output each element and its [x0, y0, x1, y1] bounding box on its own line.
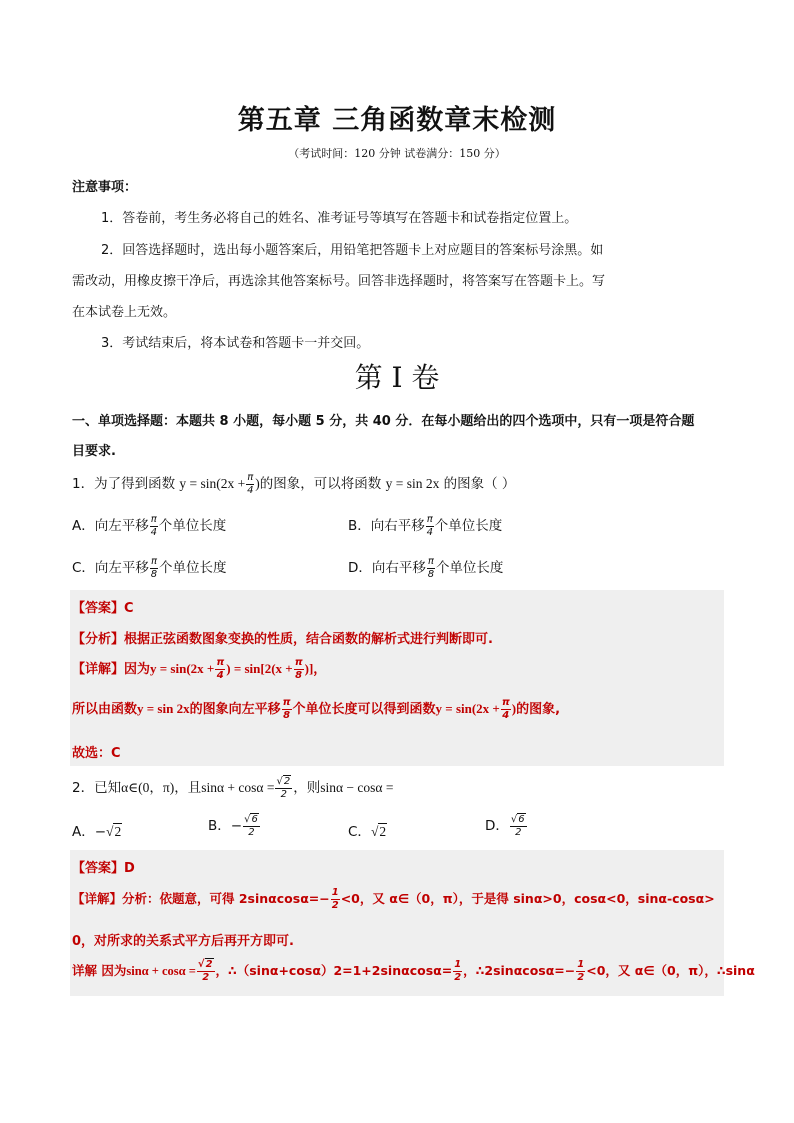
- notice-item-2-line-3: 在本试卷上无效。: [72, 305, 177, 320]
- q2-detail-line-2: 0，对所求的关系式平方后再开方即可.: [72, 934, 294, 949]
- q2-option-d[interactable]: D． $\frac{√6}{2}$: [485, 813, 525, 838]
- q1-analysis: 【分析】根据正弦函数图象变换的性质，结合函数的解析式进行判断即可.: [72, 632, 493, 647]
- notice-item-1: 1．答卷前，考生务必将自己的姓名、准考证号等填写在答题卡和试卷指定位置上。: [101, 211, 578, 226]
- q2-option-c[interactable]: C．√2: [348, 824, 387, 840]
- q1-fn2: y = sin 2x: [385, 476, 440, 491]
- q1-prefix: 1．为了得到函数: [72, 476, 176, 492]
- notice-heading: 注意事项：: [72, 180, 138, 195]
- q1-middle: 的图象，可以将函数: [259, 476, 382, 492]
- q2-option-a[interactable]: A．−√2: [72, 824, 122, 840]
- section-heading-line-2: 目要求.: [72, 444, 116, 459]
- question-2: 2．已知α∈(0，π)，且sinα + cosα = $\frac{√2}{2}$ ，则sinα − cosα =: [72, 775, 394, 800]
- question-1: 1．为了得到函数 y = sin(2x + $\frac{\pi}{4}$ )的图象，可以将函数 y = sin 2x 的图象（ ）: [72, 471, 516, 496]
- notice-item-2-line-1: 2．回答选择题时，选出每小题答案后，用铅笔把答题卡上对应题目的答案标号涂黑。如: [101, 243, 604, 258]
- q1-suffix: 的图象（ ）: [443, 476, 516, 492]
- q1-detail: 【详解】因为y = sin(2x + $\frac{\pi}{4}$ ) = sin[2(x + $\frac{\pi}{8}$ )]，: [72, 657, 327, 681]
- section-heading-line-1: 一、单项选择题：本题共 8 小题，每小题 5 分，共 40 分．在每小题给出的四个选项中，只有一项是符合题: [72, 414, 695, 429]
- q1-detail-line-2: 所以由函数y = sin 2x的图象向左平移 $\frac{\pi}{8}$ 个单位长度可以得到函数y = sin(2x + $\frac{\pi}{4}$ )的图象,: [72, 697, 561, 721]
- q1-frac-pi-4: $\frac{\pi}{4}$: [247, 471, 254, 496]
- q1-option-c[interactable]: C．向左平移 $\frac{\pi}{8}$ 个单位长度: [72, 555, 227, 580]
- q2-answer: 【答案】D: [72, 861, 135, 876]
- q1-option-d[interactable]: D．向右平移 $\frac{\pi}{8}$ 个单位长度: [348, 555, 504, 580]
- exam-info: （考试时间：120 分钟 试卷满分：150 分）: [288, 147, 506, 160]
- q2-detail-line-1: 【详解】分析：依题意，可得 2sinαcosα=− $\frac{1}{2}$ <0，又 α∈（0，π），于是得 sinα>0，cosα<0，sinα-cosα>: [72, 887, 715, 911]
- notice-item-3: 3．考试结束后，将本试卷和答题卡一并交回。: [101, 336, 370, 351]
- volume-title: 第 I 卷: [354, 361, 440, 394]
- q1-answer: 【答案】C: [72, 601, 134, 616]
- notice-item-2-line-2: 需改动，用橡皮擦干净后，再选涂其他答案标号。回答非选择题时，将答案写在答题卡上。写: [72, 274, 606, 289]
- q2-detail-line-3: 详解 因为sinα + cosα = $\frac{√2}{2}$ ，∴（sinα+cosα）2=1+2sinαcosα= $\frac{1}{2}$ ，∴2sinαcosα=− $\frac{1}{2}$ <0，又 α∈（0，π），∴sinα: [72, 959, 755, 983]
- q1-option-a[interactable]: A．向左平移 $\frac{\pi}{4}$ 个单位长度: [72, 513, 227, 538]
- page-title: 第五章 三角函数章末检测: [237, 105, 557, 136]
- q1-option-b[interactable]: B．向右平移 $\frac{\pi}{4}$ 个单位长度: [348, 513, 503, 538]
- q2-option-b[interactable]: B．− $\frac{√6}{2}$: [208, 813, 258, 838]
- q1-fn1: y = sin(2x +: [179, 476, 246, 491]
- q1-conclusion: 故选：C: [72, 746, 121, 761]
